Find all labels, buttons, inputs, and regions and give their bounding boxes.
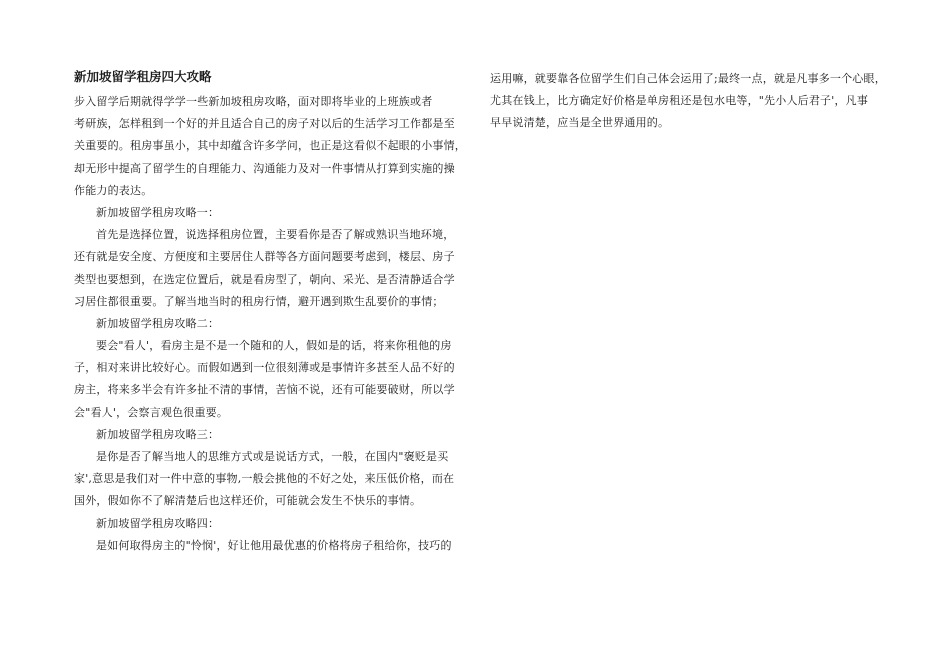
text-line: 首先是选择位置，说选择租房位置，主要看你是否了解或熟识当地环境， [96, 228, 455, 242]
text-line: 却无形中提高了留学生的自理能力、沟通能力及对一件事情从打算到实施的操 [74, 161, 455, 175]
text-line: 早早说清楚，应当是全世界通用的。 [490, 116, 670, 130]
text-line: 子，相对来讲比较好心。而假如遇到一位很刻薄或是事情许多甚至人品不好的 [74, 361, 455, 375]
right-body-text [490, 68, 890, 135]
text-line: 类型也要想到，在选定位置后，就是看房型了，朝向、采光、是否清静适合学 [74, 272, 455, 286]
text-line: 考研族，怎样租到一个好的并且适合自己的房子对以后的生活学习工作都是至 [74, 117, 455, 131]
text-line: 要会"看人'，看房主是不是一个随和的人，假如是的话，将来你租他的房 [96, 339, 452, 353]
text-line: 房主，将来多半会有许多扯不清的事情，苦恼不说，还有可能要破财，所以学 [74, 383, 455, 397]
text-line: 习居住都很重要。了解当地当时的租房行情，避开遇到欺生乱要价的事情； [74, 294, 444, 308]
text-line: 尤其在钱上，比方确定好价格是单房租还是包水电等，"先小人后君子'，凡事 [490, 94, 869, 108]
text-line: 作能力的表达。 [74, 183, 153, 197]
text-line: 新加坡留学租房攻略二： [96, 316, 220, 330]
left-body-text [74, 91, 466, 557]
text-line: 新加坡留学租房攻略一： [96, 205, 220, 219]
left-column [74, 68, 466, 557]
document-title: 新加坡留学租房四大攻略 [74, 69, 212, 84]
text-line: 步入留学后期就得学学一些新加坡租房攻略，面对即将毕业的上班族或者 [74, 95, 433, 108]
text-line: 家',意思是我们对一件中意的事物,一般会挑他的不好之处，来压低价格，而在 [74, 472, 455, 486]
right-column [490, 68, 890, 135]
text-line: 新加坡留学租房攻略三： [96, 427, 220, 441]
text-line: 是如何取得房主的"怜悯'，好让他用最优惠的价格将房子租给你，技巧的 [96, 538, 452, 552]
text-line: 运用嘛，就要靠各位留学生们自己体会运用了;最终一点，就是凡事多一个心眼， [490, 72, 886, 85]
text-line: 新加坡留学租房攻略四： [96, 516, 220, 530]
text-line: 是你是否了解当地人的思维方式或是说话方式，一般，在国内"褒贬是买 [96, 450, 449, 463]
text-line: 国外，假如你不了解清楚后也这样还价，可能就会发生不快乐的事情。 [74, 494, 422, 508]
text-line: 会"看人'，会察言观色很重要。 [74, 405, 229, 419]
text-line: 关重要的。租房事虽小，其中却蕴含许多学问，也正是这看似不起眼的小事情， [74, 139, 466, 153]
text-line: 还有就是安全度、方便度和主要居住人群等各方面问题要考虑到，楼层、房子 [74, 250, 455, 264]
